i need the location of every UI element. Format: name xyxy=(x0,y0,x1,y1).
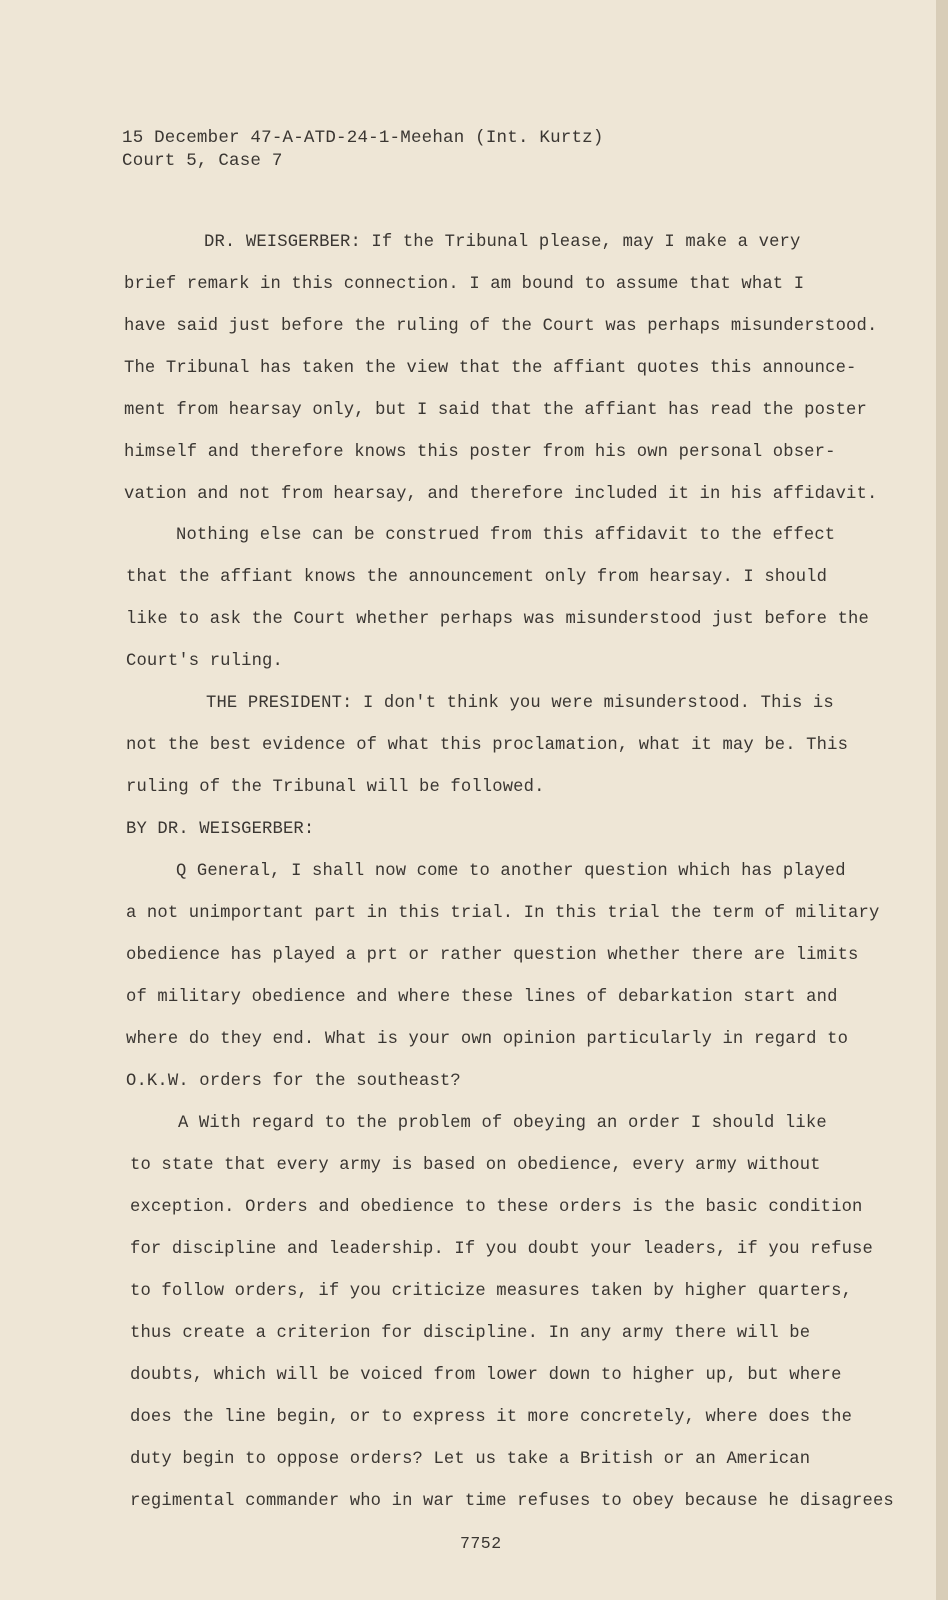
text-line: not the best evidence of what this proclamation, what it may be. This xyxy=(126,736,849,755)
text-line: to follow orders, if you criticize measures taken by higher quarters, xyxy=(130,1282,853,1301)
text-line: vation and not from hearsay, and therefore included it in his affidavit. xyxy=(124,485,878,504)
question-line: Q General, I shall now come to another question which has played xyxy=(176,862,846,881)
text-line: brief remark in this connection. I am bound to assume that what I xyxy=(124,275,805,294)
header-reference-line: 15 December 47-A-ATD-24-1-Meehan (Int. Kurtz) xyxy=(122,128,604,148)
text-line: thus create a criterion for discipline. In any army there will be xyxy=(130,1324,811,1343)
text-line: regimental commander who in war time refuses to obey because he disagrees xyxy=(130,1492,894,1511)
text-line: THE PRESIDENT: I don't think you were misunderstood. This is xyxy=(206,694,834,713)
text-line: DR. WEISGERBER: If the Tribunal please, may I make a very xyxy=(204,233,801,252)
text-line: ruling of the Tribunal will be followed. xyxy=(126,778,545,797)
text-line: ment from hearsay only, but I said that the affiant has read the poster xyxy=(124,401,867,420)
text-line: that the affiant knows the announcement only from hearsay. I should xyxy=(126,568,828,587)
text-line: The Tribunal has taken the view that the affiant quotes this announce- xyxy=(124,359,857,378)
answer-line: A With regard to the problem of obeying an order I should like xyxy=(178,1114,827,1133)
text-line: like to ask the Court whether perhaps was misunderstood just before the xyxy=(126,610,869,629)
header-court-line: Court 5, Case 7 xyxy=(122,151,283,171)
text-line: for discipline and leadership. If you doubt your leaders, if you refuse xyxy=(130,1240,873,1259)
text-line: obedience has played a prt or rather question whether there are limits xyxy=(126,946,859,965)
text-line: Court's ruling. xyxy=(126,652,283,671)
text-line: of military obedience and where these lines of debarkation start and xyxy=(126,988,838,1007)
page-number: 7752 xyxy=(460,1534,502,1553)
text-line: doubts, which will be voiced from lower down to higher up, but where xyxy=(130,1366,842,1385)
section-heading: BY DR. WEISGERBER: xyxy=(126,820,315,839)
text-line: where do they end. What is your own opinion particularly in regard to xyxy=(126,1030,849,1049)
text-line: Nothing else can be construed from this affidavit to the effect xyxy=(176,526,836,545)
text-line: duty begin to oppose orders? Let us take a British or an American xyxy=(130,1450,811,1469)
text-line: does the line begin, or to express it more concretely, where does the xyxy=(130,1408,853,1427)
text-line: O.K.W. orders for the southeast? xyxy=(126,1072,461,1091)
text-line: to state that every army is based on obedience, every army without xyxy=(130,1156,821,1175)
text-line: a not unimportant part in this trial. In this trial the term of military xyxy=(126,904,880,923)
text-line: exception. Orders and obedience to these orders is the basic condition xyxy=(130,1198,863,1217)
text-line: have said just before the ruling of the Court was perhaps misunderstood. xyxy=(124,317,878,336)
text-line: himself and therefore knows this poster from his own personal obser- xyxy=(124,443,836,462)
